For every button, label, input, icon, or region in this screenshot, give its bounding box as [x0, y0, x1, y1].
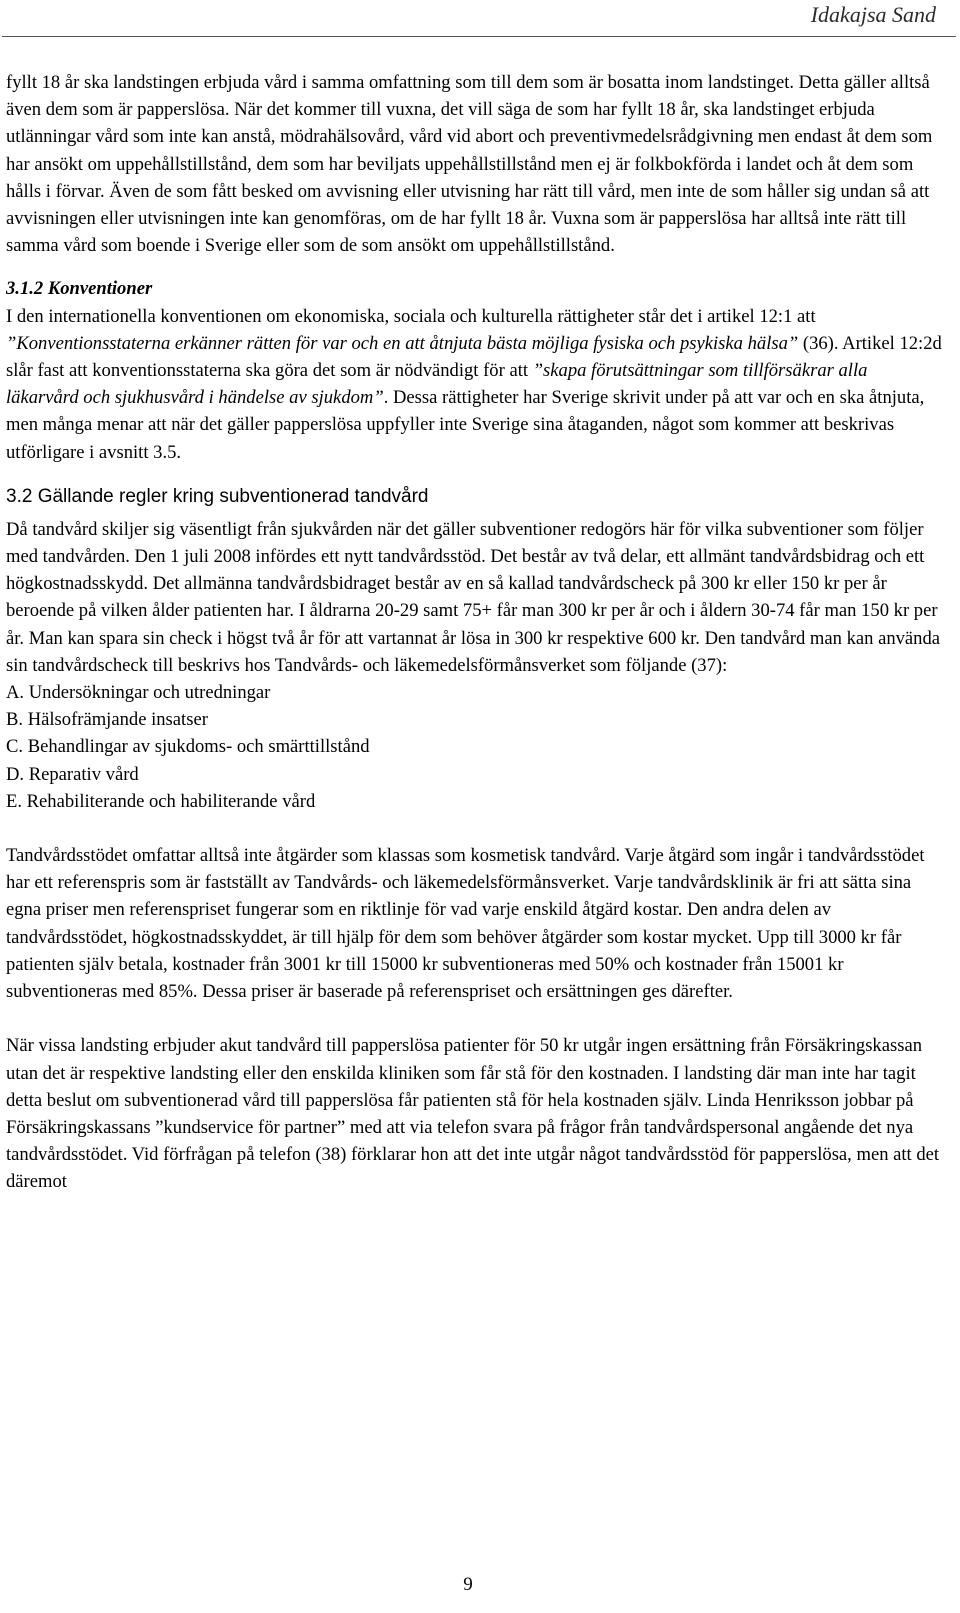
list-item: D. Reparativ vård: [6, 763, 139, 785]
paragraph-tandvardsstod: Då tandvård skiljer sig väsentligt från sjukvården när det gäller subventioner redogörs här för vilka subventioner som följer med tandvården. Den 1 juli 2008 infördes ett nytt tandvårdsstöd. Det består av två delar, ett allmänt tandvårdsbidrag och ett högkostnadsskydd. Det allmänna tandvårdsbidraget består av en så kallad tandvårdscheck på 300 kr eller 150 kr per år beroende på vilken ålder patienten har. I åldrarna 20-29 samt 75+ får man 300 kr per år och i åldern 30-74 får man 150 kr per år. Man kan spara sin check i högst två år för att vartannat år lösa in 300 kr respektive 600 kr. Den tandvård man kan använda sin tandvårdscheck till beskrivs hos Tandvårds- och läkemedelsförmånsverket som följande (37):: [6, 518, 941, 676]
list-item: C. Behandlingar av sjukdoms- och smärttillstånd: [6, 736, 370, 758]
list-item: A. Undersökningar och utredningar: [6, 682, 271, 704]
quote-article-12-2d: ”skapa förutsättningar som tillförsäkrar alla läkarvård och sjukhusvård i händelse av sjukdom”: [6, 360, 868, 409]
paragraph-konventioner: [6, 303, 942, 466]
quote-article-12-1: ”Konventionsstaterna erkänner rätten för var och en att åtnjuta bästa möjliga fysiska och psykiska hälsa”: [6, 332, 799, 354]
list-item: B. Hälsofrämjande insatser: [6, 709, 208, 731]
text-run: (36). Artikel 12:2d slår fast att konventionsstaterna ska göra det som är nödvändigt för att: [6, 332, 942, 382]
section-heading-tandvard: 3.2 Gällande regler kring subventionerad tandvård: [6, 485, 429, 507]
running-head: Idakajsa Sand: [810, 2, 936, 27]
page-body: [6, 69, 942, 1196]
treatment-list: [6, 679, 942, 815]
paragraph-landsting: När vissa landsting erbjuder akut tandvård till papperslösa patienter för 50 kr utgår ingen ersättning från Försäkringskassan utan det är respektive landsting eller den enskilda kliniken som får stå för den kostnaden. I landsting där man inte har tagit detta beslut om subventionerad vård till papperslösa får patienten stå för hela kostnaden själv. Linda Henriksson jobbar på Försäkringskassans ”kundservice för partner” med att via telefon svara på frågor från tandvårdspersonal angående det nya tandvårdsstödet. Vid förfrågan på telefon (38) förklarar hon att det inte utgår något tandvårdsstöd för papperslösa, men att det däremot: [6, 1035, 940, 1193]
text-run: I den internationella konventionen om ekonomiska, sociala och kulturella rättigheter står det i artikel 12:1 att: [6, 305, 816, 327]
paragraph-intro: fyllt 18 år ska landstingen erbjuda vård i samma omfattning som till dem som är bosatta inom landstinget. Detta gäller alltså även dem som är papperslösa. När det kommer till vuxna, det vill säga de som har fyllt 18 år, ska landstinget erbjuda utlänningar vård som inte kan anstå, mödrahälsovård, vård vid abort och preventivmedelsrådgivning men endast åt dem som har ansökt om uppehållstillstånd, dem som har beviljats uppehållstillstånd men ej är folkbokförda i landet och åt dem som hålls i förvar. Även de som fått besked om avvisning eller utvisning har rätt till vård, men inte de som håller sig undan så att avvisningen eller utvisningen inte kan genomföras, om de har fyllt 18 år. Vuxna som är papperslösa har alltså inte rätt till samma vård som boende i Sverige eller som de som ansökt om uppehållstillstånd.: [6, 72, 933, 257]
page-number: 9: [463, 1574, 473, 1595]
list-item: E. Rehabiliterande och habiliterande vård: [6, 790, 316, 812]
header-rule: [2, 36, 956, 37]
text-run: . Dessa rättigheter har Sverige skrivit under på att var och en ska åtnjuta, men många menar att när det gäller papperslösa uppfyller inte Sverige sina åtaganden, något som kommer att beskrivas utförligare i avsnitt 3.5.: [6, 387, 925, 463]
paragraph-hogkostnadsskydd: Tandvårdsstödet omfattar alltså inte åtgärder som klassas som kosmetisk tandvård. Varje åtgärd som ingår i tandvårdsstödet har ett referenspris som är fastställt av Tandvårds- och läkemedelsförmånsverket. Varje tandvårdsklinik är fri att sätta sina egna priser men referenspriset fungerar som en riktlinje för vad varje enskild åtgärd kostar. Den andra delen av tandvårdsstödet, högkostnadsskyddet, är till hjälp för dem som behöver åtgärder som kostar mycket. Upp till 3000 kr får patienten själv betala, kostnader från 3001 kr till 15000 kr subventioneras med 50% och kostnader från 15001 kr subventioneras med 85%. Dessa priser är baserade på referenspriset och ersättningen ges därefter.: [6, 845, 925, 1003]
subsection-heading-konventioner: 3.1.2 Konventioner: [6, 278, 153, 300]
